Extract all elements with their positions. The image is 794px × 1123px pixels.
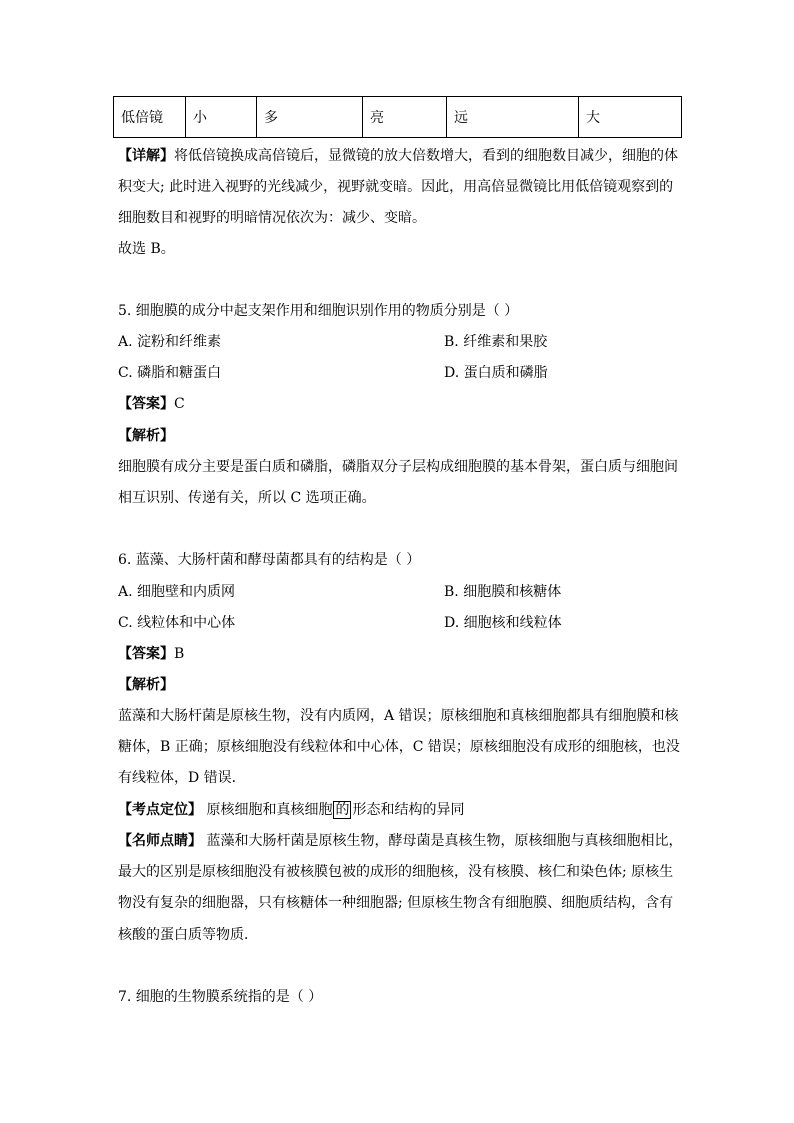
explain-line xyxy=(118,146,678,166)
option-d: D. 蛋白质和磷脂 xyxy=(444,365,548,381)
analysis-line: 蓝藻和大肠杆菌是原核生物，没有内质网，A 错误；原核细胞和真核细胞都具有细胞膜和核 xyxy=(118,708,679,724)
question-6-stem: 6. 蓝藻、大肠杆菌和酵母菌都具有的结构是（ ） xyxy=(118,552,421,568)
kaodian-line xyxy=(118,800,464,820)
option-a: A. 淀粉和纤维素 xyxy=(118,334,222,350)
option-a: A. 细胞壁和内质网 xyxy=(118,584,236,600)
kaodian-text: 原核细胞和真核细胞 xyxy=(206,802,333,818)
answer-line xyxy=(118,394,185,414)
analysis-line: 有线粒体，D 错误． xyxy=(118,770,246,786)
analysis-line: 细胞膜有成分主要是蛋白质和磷脂，磷脂双分子层构成细胞膜的基本骨架，蛋白质与细胞间 xyxy=(118,459,678,475)
answer-label: 【答案】 xyxy=(118,396,174,412)
question-5-stem: 5. 细胞膜的成分中起支架作用和细胞识别作用的物质分别是（ ） xyxy=(118,303,519,319)
table-cell: 小 xyxy=(186,97,257,138)
option-c: C. 线粒体和中心体 xyxy=(118,615,236,631)
analysis-label: 【解析】 xyxy=(118,428,174,444)
table-cell: 亮 xyxy=(363,97,447,138)
comparison-table xyxy=(113,96,682,138)
answer-label: 【答案】 xyxy=(118,646,174,662)
mingshi-label: 【名师点睛】 xyxy=(118,833,202,849)
explain-text: 将低倍镜换成高倍镜后，显微镜的放大倍数增大，看到的细胞数目减少，细胞的体 xyxy=(174,148,678,164)
answer-value: C xyxy=(174,396,185,412)
kaodian-label: 【考点定位】 xyxy=(118,802,202,818)
explain-line: 积变大; 此时进入视野的光线减少，视野就变暗。因此，用高倍显微镜比用低倍镜观察到的 xyxy=(118,179,674,195)
table-row xyxy=(114,97,682,138)
table-cell: 低倍镜 xyxy=(114,97,186,138)
boxed-char: 的 xyxy=(335,802,350,818)
analysis-label: 【解析】 xyxy=(118,677,174,693)
option-c: C. 磷脂和糖蛋白 xyxy=(118,365,222,381)
analysis-line: 糖体，B 正确；原核细胞没有线粒体和中心体，C 错误；原核细胞没有成形的细胞核，也没 xyxy=(118,739,680,755)
table-cell: 多 xyxy=(257,97,363,138)
option-b: B. 纤维素和果胶 xyxy=(444,334,548,350)
explain-line: 细胞数目和视野的明暗情况依次为：减少、变暗。 xyxy=(118,210,426,226)
kaodian-text-rest: 形态和结构的异同 xyxy=(352,802,465,818)
explain-label: 【详解】 xyxy=(118,148,174,164)
mingshi-line: 核酸的蛋白质等物质． xyxy=(118,927,258,943)
option-b: B. 细胞膜和核糖体 xyxy=(444,584,562,600)
mingshi-line: 物没有复杂的细胞器，只有核糖体一种细胞器; 但原核生物含有细胞膜、细胞质结构，含有 xyxy=(118,895,674,911)
mingshi-line: 最大的区别是原核细胞没有被核膜包被的成形的细胞核，没有核膜、核仁和染色体; 原核生 xyxy=(118,864,674,880)
table-cell: 大 xyxy=(579,97,682,138)
question-7-stem: 7. 细胞的生物膜系统指的是（ ） xyxy=(118,989,323,1005)
option-d: D. 细胞核和线粒体 xyxy=(444,615,562,631)
choice-line: 故选 B。 xyxy=(118,241,175,257)
answer-value: B xyxy=(174,646,185,662)
table-cell: 远 xyxy=(447,97,579,138)
mingshi-line xyxy=(118,831,682,851)
analysis-line: 相互识别、传递有关，所以 C 选项正确。 xyxy=(118,490,376,506)
answer-line xyxy=(118,644,184,664)
mingshi-text: 蓝藻和大肠杆菌是原核生物，酵母菌是真核生物，原核细胞与真核细胞相比， xyxy=(206,833,683,849)
